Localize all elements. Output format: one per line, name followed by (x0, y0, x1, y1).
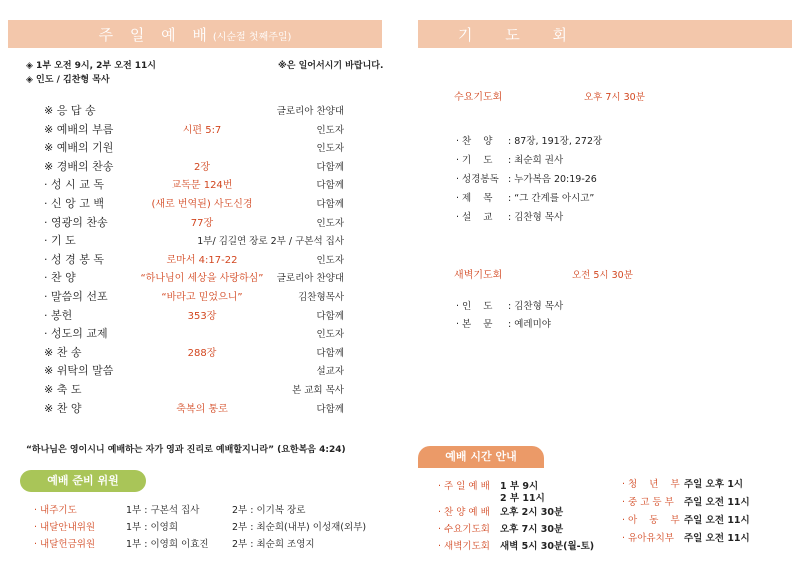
order-row (44, 251, 344, 267)
schedule-dept-time: 주일 오후 1시 (684, 479, 744, 490)
dawn-item-value: : 김찬형 목사 (508, 301, 564, 312)
order-row (44, 139, 344, 155)
order-row (44, 102, 344, 118)
schedule-dept-label: · 청 년 부 (622, 479, 680, 490)
schedule-dept-label: · 중 고 등 부 (622, 497, 674, 508)
order-role: 인도자 (316, 143, 344, 155)
order-detail: 축복의 통로 (176, 403, 228, 415)
dawn-item-key: · 본 문 (456, 319, 493, 330)
left-header-subtitle: (시순절 첫째주일) (212, 32, 292, 43)
schedule-dept-time: 주일 오전 11시 (684, 533, 750, 544)
order-label: · 기 도 (44, 234, 76, 248)
schedule-label: · 수요기도회 (438, 524, 490, 535)
order-row (44, 214, 344, 230)
order-detail: 2장 (193, 161, 211, 173)
order-row (44, 195, 344, 211)
order-row (44, 121, 344, 137)
verse-quote: “하나님은 영이시니 예배하는 자가 영과 진리로 예배할지니라” (요한복음 4:24) (26, 445, 346, 455)
wed-item-key: · 성경봉독 (456, 174, 499, 185)
order-role: 설교자 (316, 366, 344, 378)
order-label: · 봉헌 (44, 308, 73, 322)
order-detail: 로마서 4:17-22 (166, 254, 238, 266)
schedule-value-2: 2 부 11시 (500, 493, 545, 504)
order-detail: 353장 (187, 310, 217, 322)
wed-item-key: · 찬 양 (456, 136, 493, 147)
order-role: 인도자 (316, 124, 344, 136)
order-label: · 찬 양 (44, 271, 76, 285)
wed-item-value: : 김찬형 목사 (508, 212, 564, 223)
order-detail: 시편 5:7 (182, 124, 222, 136)
order-label: · 성도의 교제 (44, 327, 108, 341)
order-label: ※ 경배의 찬송 (44, 159, 114, 173)
order-detail: 288장 (187, 347, 217, 359)
order-detail: “바라고 믿었으니” (161, 292, 243, 303)
right-header-title: 기 도 회 (458, 26, 582, 44)
order-row (44, 232, 344, 248)
order-role: 인도자 (316, 254, 344, 266)
committee-label: · 내달안내위원 (34, 522, 96, 533)
order-label: · 영광의 찬송 (44, 215, 108, 229)
order-label: ※ 찬 양 (44, 401, 82, 415)
order-row (44, 381, 344, 397)
schedule-dept-time: 주일 오전 11시 (684, 497, 750, 508)
committee-part2: 2부 : 최순희(내부) 이성재(외부) (232, 522, 367, 533)
schedule-dept-time: 주일 오전 11시 (684, 515, 750, 526)
service-time-line: ◈ 1부 오전 9시, 2부 오전 11시 (26, 61, 157, 71)
schedule-label: · 주 일 예 배 (438, 481, 490, 492)
order-row (44, 344, 344, 360)
order-label: · 말씀의 선포 (44, 290, 108, 303)
order-label: ※ 찬 송 (44, 345, 82, 359)
order-detail: (새로 번역된) 사도신경 (151, 199, 253, 210)
committee-part1: 1부 : 이영희 이효진 (126, 539, 209, 550)
order-role: 인도자 (316, 217, 344, 229)
order-label: ※ 축 도 (44, 383, 82, 396)
order-role: 다함께 (316, 310, 344, 322)
order-row (44, 307, 344, 323)
order-role: 본 교회 목사 (292, 385, 344, 396)
wed-item-value: : 87장, 191장, 272장 (508, 136, 603, 147)
committee-part1: 1부 : 이영희 (126, 522, 178, 533)
left-header (8, 24, 382, 45)
order-row (44, 400, 344, 416)
order-row (44, 362, 344, 378)
committee-title: 예배 준비 위원 (20, 470, 146, 492)
wed-item-value: : 최순희 권사 (508, 155, 564, 166)
wed-item-key: · 제 목 (456, 193, 493, 204)
order-role: 다함께 (316, 347, 344, 359)
dawn-item-value: : 예레미야 (508, 319, 551, 330)
order-row (44, 325, 344, 341)
schedule-value: 1 부 9시 (500, 481, 539, 492)
wed-item-key: · 기 도 (456, 155, 493, 166)
order-detail: “하나님이 세상을 사랑하심” (140, 273, 264, 285)
order-role: 다함께 (316, 403, 344, 415)
schedule-dept-label: · 아 동 부 (622, 515, 680, 526)
order-label: · 성 시 교 독 (44, 178, 104, 192)
order-role: 다함께 (316, 199, 344, 210)
committee-part2: 2부 : 최순희 조영지 (232, 539, 315, 550)
schedule-title: 예배 시간 안내 (418, 446, 544, 468)
wed-title: 수요기도회 (454, 92, 503, 103)
order-role: 1부/ 김길연 장로 2부 / 구본석 집사 (197, 236, 344, 248)
order-role: 글로리아 찬양대 (276, 273, 344, 285)
schedule-label: · 찬 양 예 배 (438, 507, 490, 518)
schedule-dept-label: · 유아유치부 (622, 533, 674, 544)
order-label: · 성 경 봉 독 (44, 252, 104, 266)
order-role: 다함께 (316, 180, 344, 192)
dawn-time: 오전 5시 30분 (572, 270, 633, 281)
schedule-value: 오후 7시 30분 (500, 524, 564, 535)
order-detail: 교독문 124번 (171, 180, 233, 192)
left-header-title: 주 일 예 배 (98, 26, 213, 44)
order-label: ※ 응 답 송 (44, 104, 96, 117)
schedule-value: 새벽 5시 30분(월-토) (500, 541, 595, 552)
order-row (44, 158, 344, 174)
stand-note: ※은 일어서시기 바랍니다. (278, 61, 384, 71)
right-header (418, 24, 792, 45)
order-label: ※ 예배의 기원 (44, 141, 114, 155)
order-row (44, 176, 344, 192)
committee-label: · 내주기도 (34, 505, 77, 516)
committee-part1: 1부 : 구본석 집사 (126, 505, 200, 516)
order-row (44, 288, 344, 304)
dawn-title: 새벽기도회 (454, 270, 503, 281)
wed-time: 오후 7시 30분 (584, 92, 645, 103)
order-row (44, 269, 344, 285)
leader-line: ◈ 인도 / 김찬형 목사 (26, 75, 110, 85)
committee-part2: 2부 : 이기복 장로 (232, 505, 306, 516)
dawn-item-key: · 인 도 (456, 301, 493, 312)
wed-item-key: · 설 교 (456, 212, 493, 223)
order-role: 다함께 (316, 161, 344, 173)
order-detail: 77장 (190, 217, 214, 229)
committee-label: · 내달헌금위원 (34, 539, 96, 550)
order-label: · 신 앙 고 백 (44, 197, 104, 210)
order-role: 인도자 (316, 329, 344, 341)
wed-item-value: : 누가복음 20:19-26 (508, 174, 597, 185)
wed-item-value: : “그 간계를 아시고” (508, 193, 595, 204)
order-label: ※ 예배의 부름 (44, 122, 114, 136)
schedule-label: · 새벽기도회 (438, 541, 490, 552)
order-role: 글로리아 찬양대 (276, 106, 344, 117)
schedule-value: 오후 2시 30분 (500, 507, 564, 518)
order-label: ※ 위탁의 말씀 (44, 364, 114, 378)
order-role: 김찬형목사 (298, 292, 344, 303)
